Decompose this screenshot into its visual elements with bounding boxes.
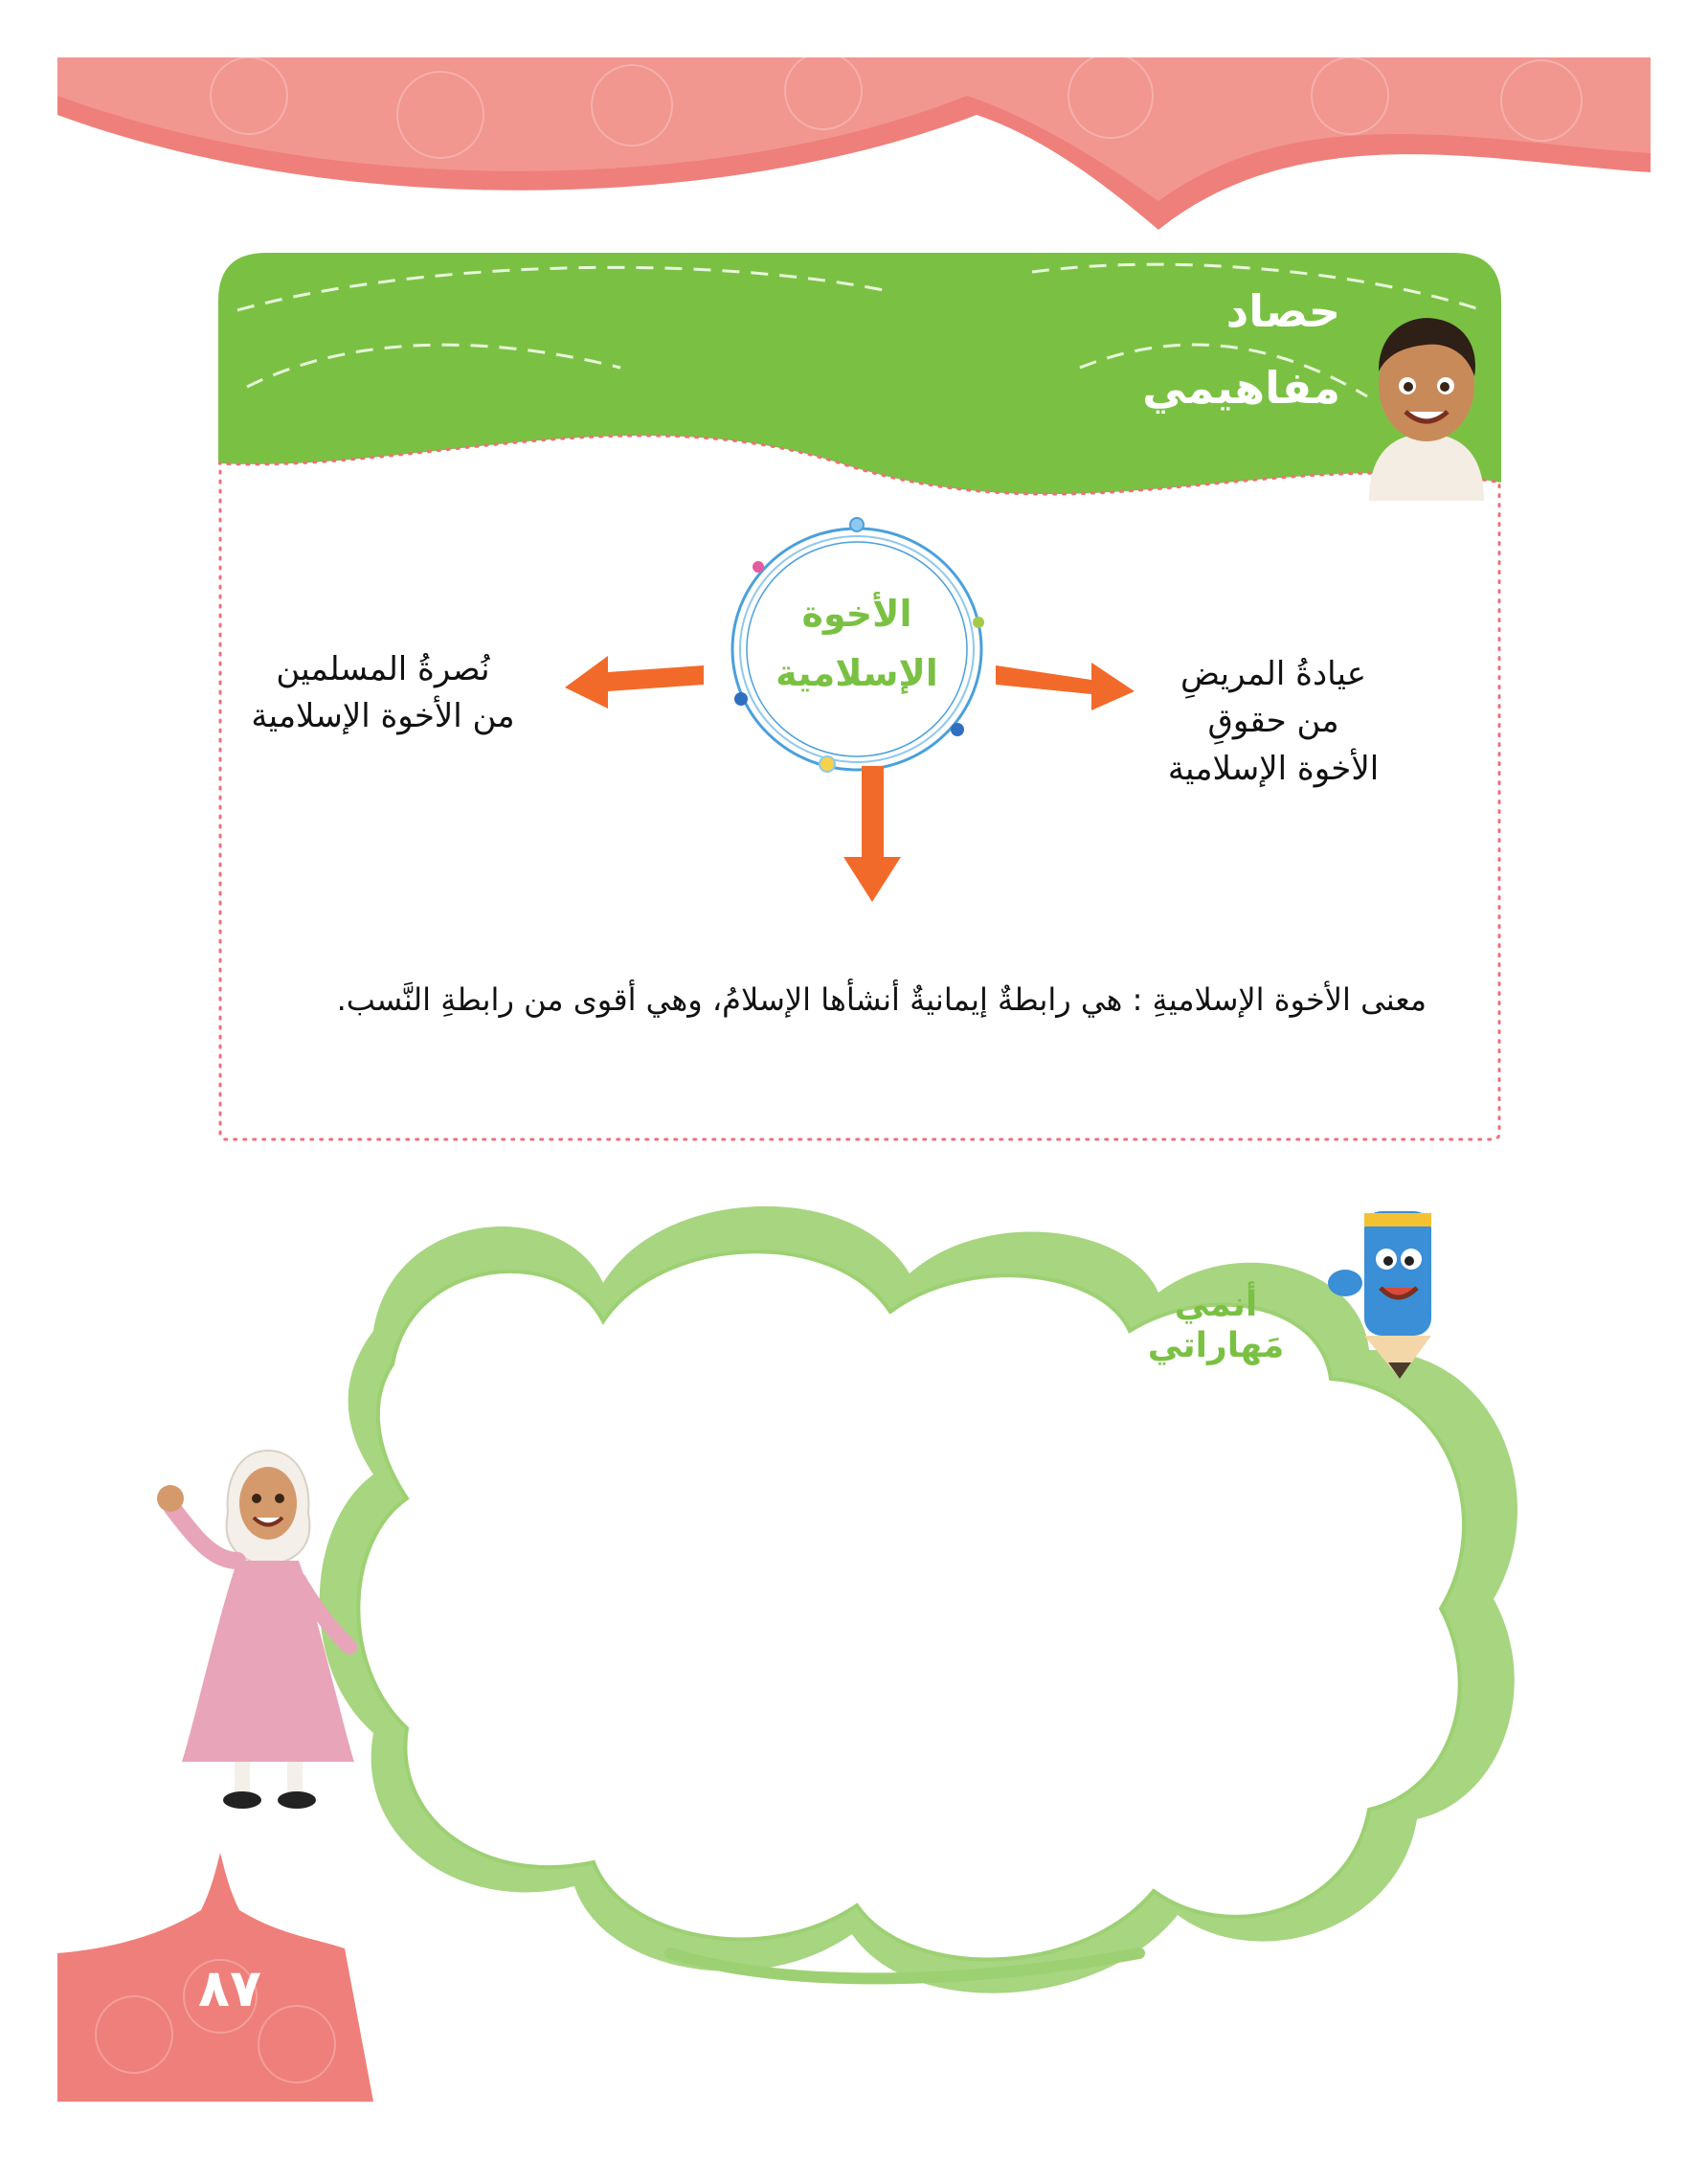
concept-right-line1: عيادةُ المريضِ xyxy=(1180,655,1366,693)
concept-left xyxy=(230,646,536,741)
pencil-mascot xyxy=(1312,1192,1465,1379)
concept-left-line1: نُصرةُ المسلمين xyxy=(276,650,490,688)
skills-title-line2: مَهاراتي xyxy=(1147,1326,1285,1365)
center-title-line1: الأخوة xyxy=(801,593,912,635)
header-title-line1: حصاد xyxy=(1225,285,1340,337)
center-title-line2: الإسلامية xyxy=(775,652,938,694)
center-circle xyxy=(708,507,1005,785)
skills-title-line1: أنمي xyxy=(1174,1285,1258,1324)
concept-right xyxy=(1139,651,1407,793)
girl-figure xyxy=(153,1417,402,1819)
concept-right-line3: الأخوة الإسلامية xyxy=(1167,749,1380,788)
concept-left-line2: من الأخوة الإسلامية xyxy=(251,697,515,736)
header-title-line2: مفاهيمي xyxy=(1142,362,1340,414)
boy-avatar xyxy=(1360,304,1494,501)
arrow-left xyxy=(560,651,704,718)
definition-text: معنى الأخوة الإسلاميةِ : هي رابطةٌ إيمانيةٌ أنشأها الإسلامُ، وهي أقوى من رابطةِ النَّسب. xyxy=(336,981,1427,1018)
arrow-down xyxy=(838,766,905,905)
concept-right-line2: من حقوقِ xyxy=(1207,702,1339,741)
top-banner xyxy=(57,57,1651,230)
arrow-right xyxy=(996,651,1139,718)
page-number: ٨٧ xyxy=(198,1958,261,2018)
